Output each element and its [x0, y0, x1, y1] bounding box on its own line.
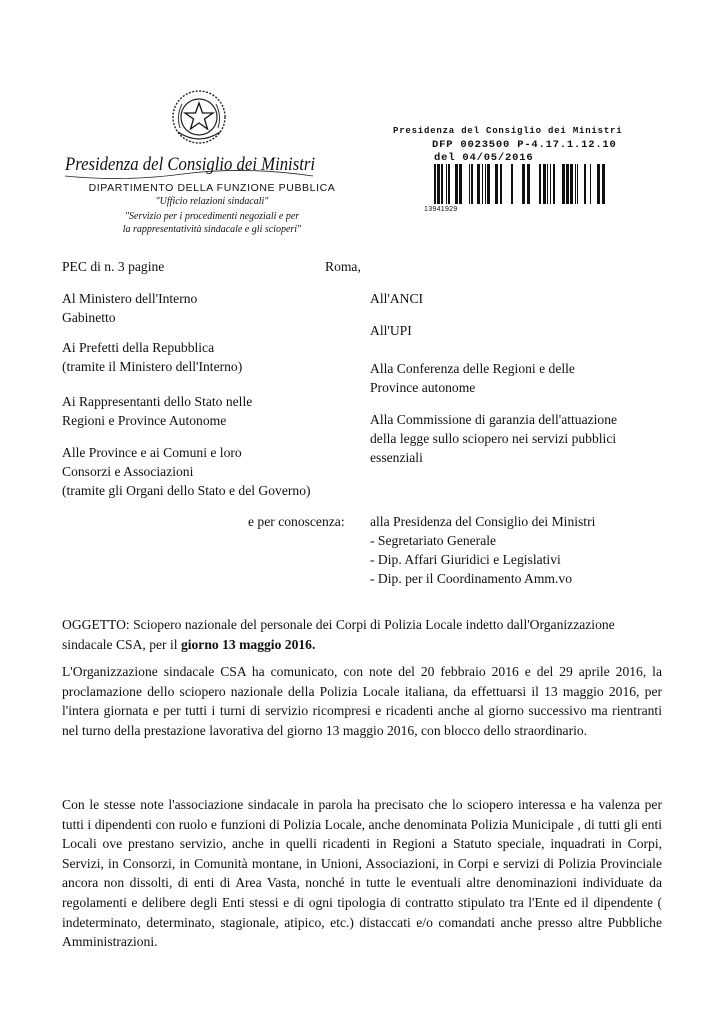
addressee-left	[62, 289, 197, 327]
barcode-bar	[448, 164, 450, 204]
addressee-right	[370, 410, 617, 467]
addressee-right	[370, 289, 423, 308]
barcode-bar	[597, 164, 600, 204]
barcode-bar	[543, 164, 546, 204]
barcode-bar	[553, 164, 555, 204]
barcode-bar	[570, 164, 573, 204]
addressee-right	[370, 359, 575, 397]
subject-text: Sciopero nazionale del personale dei Corpi di Polizia Locale indetto dall'Organizzazione sindacale CSA, per il	[62, 617, 615, 652]
addressee-line: Province autonome	[370, 380, 476, 395]
protocol-number: DFP 0023500 P-4.17.1.12.10	[432, 139, 617, 151]
department-name: DIPARTIMENTO DELLA FUNZIONE PUBBLICA	[88, 182, 336, 194]
addressee-left	[62, 338, 242, 376]
barcode-bar	[487, 164, 490, 204]
body-paragraph: L'Organizzazione sindacale CSA ha comunicato, con note del 20 febbraio 2016 e del 29 aprile 2016, la proclamazione dello sciopero nazionale della Polizia Locale italiana, da effettuarsi il 13 maggio 2016, per l'intera giornata e per tutti i turni di servizio ricompresi e ricadenti anche al giorno successivo ma rientranti nel turno della prestazione lavorativa del giorno 13 maggio 2016, con blocco dello straordinario.	[62, 664, 662, 738]
place-date: Roma,	[325, 259, 361, 274]
addressee-line: (tramite il Ministero dell'Interno)	[62, 359, 243, 374]
protocol-date: del 04/05/2016	[434, 152, 534, 164]
addressee-line: Al Ministero dell'Interno	[62, 291, 198, 306]
cc-item: - Dip. per il Coordinamento Amm.vo	[370, 571, 572, 586]
presidency-signature-logo	[63, 146, 333, 184]
barcode-bar	[500, 164, 502, 204]
subject-date: giorno 13 maggio 2016.	[180, 637, 316, 652]
addressee-left	[62, 392, 252, 430]
service-name-line1: "Servizio per i procedimenti negoziali e per	[124, 211, 300, 222]
barcode-bar	[437, 164, 440, 204]
stamp-office: Presidenza del Consiglio dei Ministri	[393, 126, 623, 136]
addressee-left	[62, 443, 311, 500]
addressee-line: Alla Commissione di garanzia dell'attuazione	[370, 412, 618, 427]
subject	[62, 615, 662, 655]
italian-republic-emblem-icon	[170, 88, 228, 146]
addressee-right	[370, 321, 412, 340]
barcode-bar	[482, 164, 483, 204]
barcode-bar	[471, 164, 473, 204]
barcode-bar	[455, 164, 458, 204]
barcode-bar	[566, 164, 569, 204]
barcode-bar	[446, 164, 447, 204]
cc-label: e per conoscenza:	[248, 514, 345, 529]
cc-item: - Dip. Affari Giuridici e Legislativi	[370, 552, 561, 567]
barcode-bar	[485, 164, 486, 204]
subject-label: OGGETTO:	[62, 617, 130, 632]
cc-list	[370, 512, 595, 588]
barcode-bar	[441, 164, 443, 204]
addressee-line: Alle Province e ai Comuni e loro	[62, 445, 242, 460]
barcode-bar	[584, 164, 586, 204]
barcode	[424, 164, 612, 204]
addressee-line: Alla Conferenza delle Regioni e delle	[370, 361, 575, 376]
service-name-line2: la rappresentatività sindacale e gli scioperi"	[122, 224, 302, 235]
svg-text:Presidenza del Consiglio dei M: Presidenza del Consiglio dei Ministri	[64, 154, 315, 175]
barcode-bar	[577, 164, 578, 204]
barcode-bar	[590, 164, 591, 204]
barcode-number: 13941929	[424, 206, 458, 213]
barcode-bar	[575, 164, 576, 204]
barcode-bar	[522, 164, 525, 204]
barcode-bar	[539, 164, 541, 204]
addressee-line: Consorzi e Associazioni	[62, 464, 194, 479]
barcode-bar	[547, 164, 548, 204]
addressee-line: Ai Prefetti della Repubblica	[62, 340, 215, 355]
pec-pages: PEC di n. 3 pagine	[62, 259, 165, 274]
barcode-bar	[459, 164, 462, 204]
barcode-bar	[562, 164, 565, 204]
body-paragraph: Con le stesse note l'associazione sindacale in parola ha precisato che lo sciopero interessa e ha valenza per tutti i dipendenti con ruolo e funzioni di Polizia Locale, anche denominata Polizia Municipale , di tutti gli enti Locali ove prestano servizio, anche in quelli ricadenti in Regioni a Statuto speciale, inquadrati in Corpi, Servizi, in Consorzi, in Comunità montane, in Unioni, Associazioni, in Corpi e servizi di Polizia Provinciale ancora non dissolti, di enti di Area Vasta, nonché in tutte le eventuali altre denominazioni individuate da regolamenti e delibere degli Enti stessi e di ogni tipologia di contratto stipulato tra l'Ente ed il dipendente ( indeterminato, determinato, stagionale, atipico, etc.) distaccati e/o comandati anche presso altre Pubbliche Amministrazioni.	[62, 797, 662, 950]
barcode-bar	[511, 164, 513, 204]
cc-item: alla Presidenza del Consiglio dei Ministri	[370, 514, 596, 529]
cc-item: - Segretariato Generale	[370, 533, 497, 548]
addressee-line: All'ANCI	[370, 291, 424, 306]
barcode-bar	[602, 164, 605, 204]
barcode-bar	[495, 164, 498, 204]
addressee-line: Ai Rappresentanti dello Stato nelle	[62, 394, 253, 409]
addressee-line: (tramite gli Organi dello Stato e del Governo)	[62, 483, 311, 498]
barcode-bar	[527, 164, 530, 204]
addressee-line: essenziali	[370, 450, 423, 465]
office-name: "Ufficio relazioni sindacali"	[155, 196, 269, 207]
barcode-bar	[477, 164, 480, 204]
addressee-line: della legge sullo sciopero nei servizi pubblici	[370, 431, 617, 446]
barcode-bar	[434, 164, 436, 204]
addressee-line: All'UPI	[370, 323, 412, 338]
addressee-line: Gabinetto	[62, 310, 116, 325]
barcode-bar	[469, 164, 470, 204]
addressee-line: Regioni e Province Autonome	[62, 413, 227, 428]
barcode-bar	[550, 164, 551, 204]
